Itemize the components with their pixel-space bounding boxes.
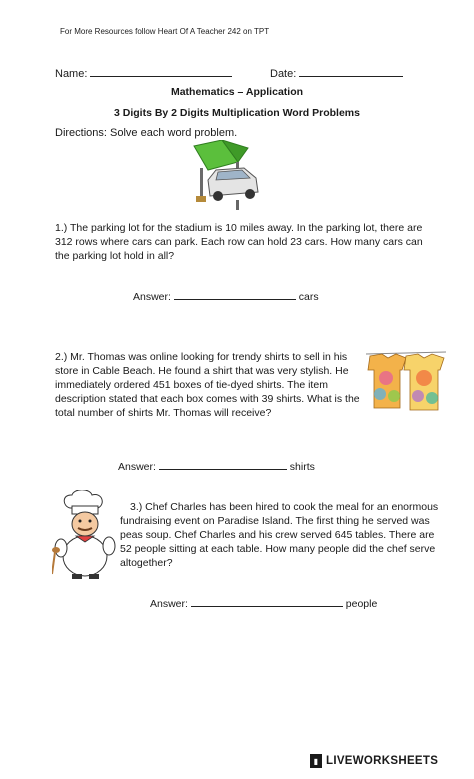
answer-3-input-line[interactable]	[191, 596, 343, 607]
logo-mark-icon: ▮	[310, 754, 322, 768]
date-input-line[interactable]	[299, 66, 403, 77]
tie-dye-shirts-icon	[366, 348, 446, 414]
date-label: Date:	[270, 68, 297, 80]
answer-unit: shirts	[289, 461, 315, 473]
directions-text: Directions: Solve each word problem.	[55, 127, 238, 139]
answer-unit: cars	[298, 291, 319, 303]
answer-label: Answer:	[150, 598, 188, 610]
answer-2-input-line[interactable]	[159, 459, 287, 470]
name-label: Name:	[55, 68, 88, 80]
answer-label: Answer:	[118, 461, 156, 473]
problem-1-answer	[133, 289, 319, 303]
chef-icon	[52, 490, 120, 580]
resources-note: For More Resources follow Heart Of A Teacher 242 on TPT	[60, 27, 270, 36]
name-field	[55, 66, 232, 80]
problem-2-answer	[118, 459, 315, 473]
problem-1-text: 1.) The parking lot for the stadium is 10 miles away. In the parking lot, there are 312 rows where cars can park. Each row can hold 23 cars. How many cars can the parking lot hold in all?	[55, 222, 423, 262]
name-input-line[interactable]	[90, 66, 232, 77]
subject-heading: Mathematics – Application	[170, 86, 304, 98]
date-field	[270, 66, 403, 80]
answer-1-input-line[interactable]	[174, 289, 296, 300]
problem-2-text: 2.) Mr. Thomas was online looking for trendy shirts to sell in his store in Cable Beach. He found a shirt that was very stylish. He immediately ordered 451 boxes of tie-dyed shirts. The item description stated that each box comes with 39 shirts. What is the total number of shirts Mr. Thomas will receive?	[55, 351, 360, 419]
car-parking-icon	[186, 140, 266, 212]
problem-3-answer	[150, 596, 377, 610]
answer-unit: people	[345, 598, 378, 610]
problem-3-text: 3.) Chef Charles has been hired to cook the meal for an enormous fundraising event on Paradise Island. The first thing he served was peas soup. Chef Charles and his crew served 645 tables. There are 52 people sitting at each table. How many people did the chef serve altogether?	[120, 501, 439, 569]
page-title: 3 Digits By 2 Digits Multiplication Word Problems	[113, 107, 360, 119]
brand-text: LIVEWORKSHEETS	[326, 755, 439, 767]
liveworksheets-logo[interactable]	[310, 751, 438, 771]
answer-label: Answer:	[133, 291, 171, 303]
